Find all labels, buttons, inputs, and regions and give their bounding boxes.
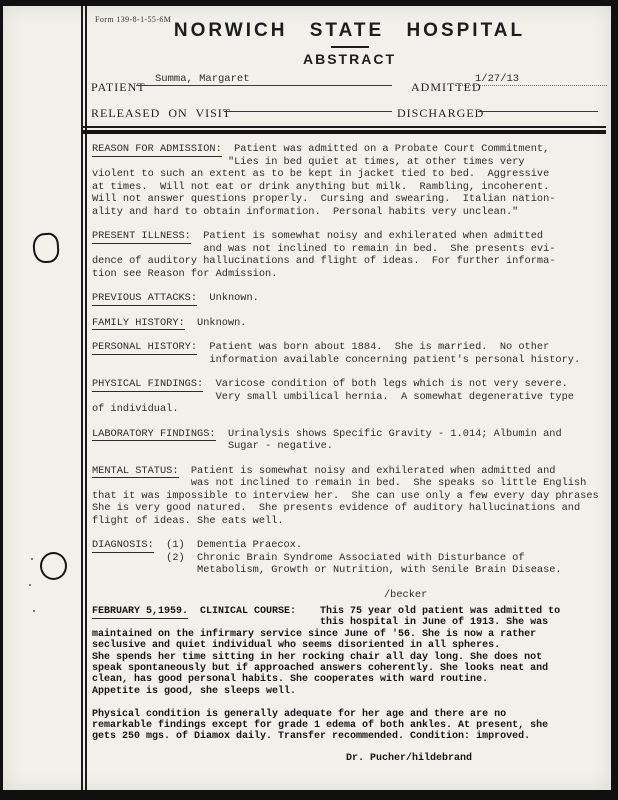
separator-thin-line <box>83 126 606 128</box>
section-previous-attacks <box>92 292 607 305</box>
patient-value: Summa, Margaret <box>155 73 250 85</box>
doctor-signature: Dr. Pucher/hildebrand <box>346 752 473 764</box>
section-text: Varicose condition of both legs which is not very severe. <box>203 378 568 390</box>
ink-speck <box>31 558 33 560</box>
hospital-title: NORWICH STATE HOSPITAL <box>173 20 526 41</box>
section-label: MENTAL STATUS: <box>92 464 179 477</box>
document-header <box>93 20 606 67</box>
section-text: Urinalysis shows Specific Gravity - 1.014; Albumin and <box>215 427 562 440</box>
section-text: Patient was born about 1884. She is married. No other <box>197 341 550 353</box>
clinical-course-text: CLINICAL COURSE: This 75 year old patient was admitted to <box>188 606 561 617</box>
discharged-line <box>478 96 598 112</box>
section-label: PHYSICAL FINDINGS: <box>92 378 204 390</box>
admitted-value: 1/27/13 <box>475 73 520 85</box>
paper-page <box>3 6 611 790</box>
ink-speck <box>29 584 31 586</box>
section-family-history <box>92 317 607 330</box>
section-physical-findings <box>92 378 607 416</box>
clinical-course-date: FEBRUARY 5,1959. <box>92 606 189 617</box>
separator-thick-line <box>83 130 606 134</box>
section-lines: (2) Chronic Brain Syndrome Associated with Disturbance of Metabolism, Growth or Nutrition, with Senile Brain Disease. <box>92 551 562 576</box>
section-lines: and was not inclined to remain in bed. She presents evi- dence of auditory hallucinations and flight of ideas. For further informa- tion see Reason for Admission. <box>92 242 556 280</box>
section-text: Unknown. <box>197 292 259 304</box>
left-margin-rule-inner <box>85 6 87 790</box>
section-reason-for-admission <box>92 143 607 218</box>
punch-hole-drawing-top <box>32 232 60 264</box>
document-type-title: ABSTRACT <box>303 51 396 67</box>
form-number: Form 139-8-1-55-6M <box>95 15 172 24</box>
header-separator-rule <box>83 126 606 134</box>
clinical-course-lines: this hospital in June of 1913. She was maintained on the infirmary service since June of '56. She is now a rather seclusive and quiet individual who seems disoriented in all spheres. She spends her time sitting in her rocking chair all day long. She does not speak spontaneously but if approached answers coherently. She looks neat and clean, has good personal habits. She cooperates with ward routine. Appetite is good, she sleeps well. Physical condition is generally adequate for her age and there are no remarkable findings except for grade 1 edema of both ankles. At present, she gets 250 mgs. of Diamox daily. Transfer recommended. Condition: improved. <box>92 617 549 743</box>
section-personal-history <box>92 341 607 366</box>
section-text: (1) Dementia Praecox. <box>153 539 303 551</box>
left-margin-rule-outer <box>81 6 83 790</box>
released-on-visit-line <box>224 96 392 112</box>
section-label: PRESENT ILLNESS: <box>92 230 191 242</box>
section-text: Patient was admitted on a Probate Court Commitment, <box>221 143 550 155</box>
section-label: FAMILY HISTORY: <box>92 316 185 329</box>
stenographer-initials: /becker <box>384 588 428 601</box>
document-body <box>92 143 607 765</box>
section-label: PERSONAL HISTORY: <box>92 341 198 353</box>
admitted-label: ADMITTED <box>411 80 482 94</box>
section-diagnosis <box>92 539 607 577</box>
ink-speck <box>33 610 35 612</box>
section-label: DIAGNOSIS: <box>92 539 154 551</box>
title-divider <box>331 46 369 48</box>
patient-label: PATIENT <box>91 80 146 94</box>
section-text: Patient is somewhat noisy and exhilerated when admitted <box>190 230 544 242</box>
section-label: PREVIOUS ATTACKS: <box>92 292 198 304</box>
section-mental-status <box>92 465 607 528</box>
discharged-label: DISCHARGED <box>397 106 485 120</box>
section-lines: Sugar - negative. <box>92 440 333 452</box>
section-lines: "Lies in bed quiet at times, at other times very violent to such an extent as to be kept in jacket tied to bed. Aggressive at times. Will not eat or drink anything but milk. Rambling, incoherent. Will not answer questions properly. Cursing and swearing. Italian nation- ality and hard to obtain information. Personal habits very unclean." <box>92 155 556 218</box>
section-laboratory-findings <box>92 428 607 453</box>
section-present-illness <box>92 230 607 280</box>
section-lines: information available concerning patient's personal history. <box>92 353 581 366</box>
section-label: REASON FOR ADMISSION: <box>92 143 222 155</box>
section-lines: Very small umbilical hernia. A somewhat degenerative type of individual. <box>92 390 574 415</box>
section-text: Unknown. <box>184 316 247 329</box>
section-text: Patient is somewhat noisy and exhilerated when admitted and <box>178 464 556 477</box>
section-lines: was not inclined to remain in bed. She speaks so little English that it was impossible to interview her. She can use only a few every day phrases She is very good natured. She presents evidence of auditory hallucinations and flight of ideas. She eats well. <box>92 477 599 527</box>
section-clinical-course <box>92 606 607 743</box>
released-on-visit-label: RELEASED ON VISIT <box>91 106 232 120</box>
section-label: LABORATORY FINDINGS: <box>92 427 216 440</box>
punch-hole-drawing-bottom <box>40 552 67 580</box>
